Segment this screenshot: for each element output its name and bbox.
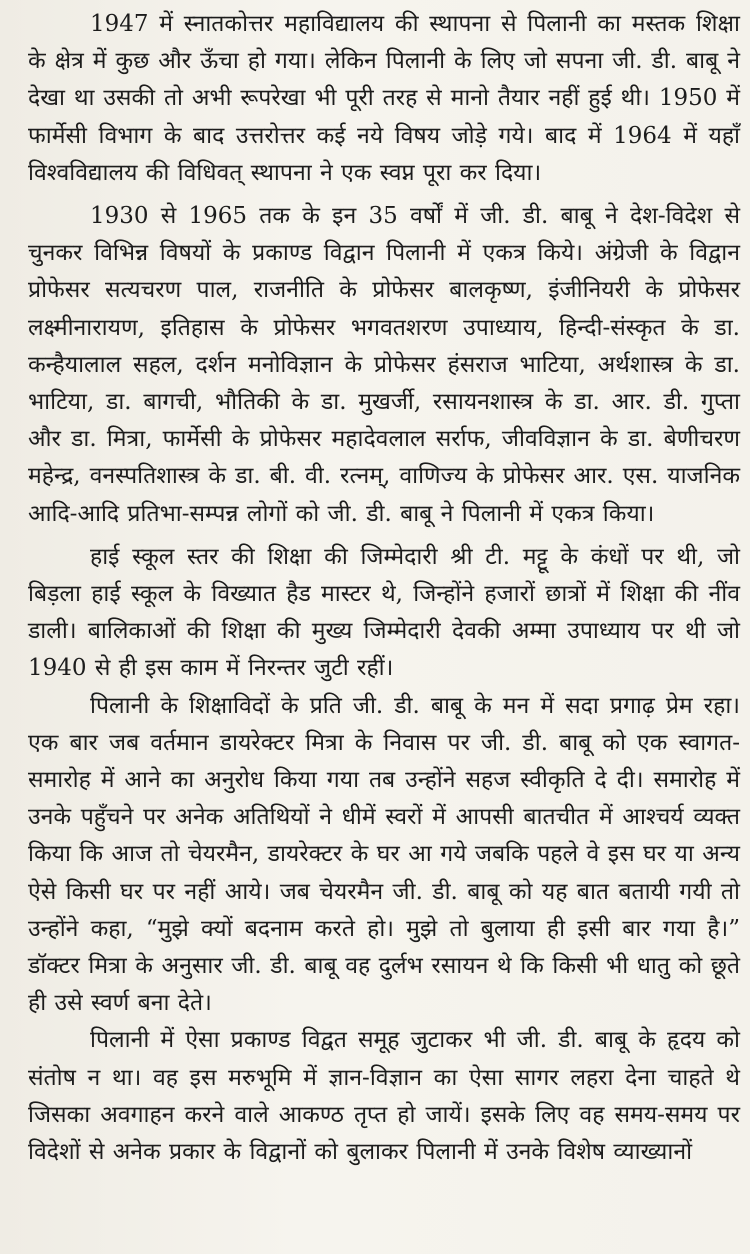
paragraph-university-founding: 1947 में स्नातकोत्तर महाविद्यालय की स्थापना से पिलानी का मस्तक शिक्षा के क्षेत्र में कुछ और ऊँचा हो गया। लेकिन पिलानी के लिए जो सपना जी. डी. बाबू ने देखा था उसकी तो अभी रूपरेखा भी पूरी तरह से मानो तैयार नहीं हुई थी। 1950 में फार्मेसी विभाग के बाद उत्तरोत्तर कई नये विषय जोड़े गये। बाद में 1964 में यहाँ विश्वविद्यालय की विधिवत् स्थापना ने एक स्वप्न पूरा कर दिया। (28, 11, 740, 186)
paragraph-scholar-lectures: पिलानी में ऐसा प्रकाण्ड विद्वत समूह जुटाकर भी जी. डी. बाबू के हृदय को संतोष न था। वह इस मरुभूमि में ज्ञान-विज्ञान का ऐसा सागर लहरा देना चाहते थे जिसका अवगाहन करने वाले आकण्ठ तृप्त हो जायें। इसके लिए वह समय-समय पर विदेशों से अनेक प्रकार के विद्वानों को बुलाकर पिलानी में उनके विशेष व्याख्यानों (28, 1027, 740, 1166)
paragraph-reception-anecdote: पिलानी के शिक्षाविदों के प्रति जी. डी. बाबू के मन में सदा प्रगाढ़ प्रेम रहा। एक बार जब वर्तमान डायरेक्टर मित्रा के निवास पर जी. डी. बाबू को एक स्वागत-समारोह में आने का अनुरोध किया गया तब उन्होंने सहज स्वीकृति दे दी। समारोह में उनके पहुँचने पर अनेक अतिथियों ने धीमें स्वरों में आपसी बातचीत में आश्चर्य व्यक्त किया कि आज तो चेयरमैन, डायरेक्टर के घर आ गये जबकि पहले वे इस घर या अन्य ऐसे किसी घर पर नहीं आये। जब चेयरमैन जी. डी. बाबू को यह बात बतायी गयी तो उन्होंने कहा, “मुझे क्यों बदनाम करते हो। मुझे तो बुलाया ही इसी बार गया है।” डॉक्टर मित्रा के अनुसार जी. डी. बाबू वह दुर्लभ रसायन थे कि किसी भी धातु को छूते ही उसे स्वर्ण बना देते। (28, 692, 740, 1017)
paragraph-scholars-gathered: 1930 से 1965 तक के इन 35 वर्षों में जी. डी. बाबू ने देश-विदेश से चुनकर विभिन्न विषयों के प्रकाण्ड विद्वान पिलानी में एकत्र किये। अंग्रेजी के विद्वान प्रोफेसर सत्यचरण पाल, राजनीति के प्रोफेसर बालकृष्ण, इंजीनियरी के प्रोफेसर लक्ष्मीनारायण, इतिहास के प्रोफेसर भगवतशरण उपाध्याय, हिन्दी-संस्कृत के डा. कन्हैयालाल सहल, दर्शन मनोविज्ञान के प्रोफेसर हंसराज भाटिया, अर्थशास्त्र के डा. भाटिया, डा. बागची, भौतिकी के डा. मुखर्जी, रसायनशास्त्र के डा. आर. डी. गुप्ता और डा. मित्रा, फार्मेसी के प्रोफेसर महादेवलाल सर्राफ, जीवविज्ञान के डा. बेणीचरण महेन्द्र, वनस्पतिशास्त्र के डा. बी. वी. रत्नम्, वाणिज्य के प्रोफेसर आर. एस. याजनिक आदि-आदि प्रतिभा-सम्पन्न लोगों को जी. डी. बाबू ने पिलानी में एकत्र किया। (28, 203, 740, 527)
paragraph-high-school: हाई स्कूल स्तर की शिक्षा की जिम्मेदारी श्री टी. मट्टू के कंधों पर थी, जो बिड़ला हाई स्कूल के विख्यात हैड मास्टर थे, जिन्होंने हजारों छात्रों में शिक्षा की नींव डाली। बालिकाओं की शिक्षा की मुख्य जिम्मेदारी देवकी अम्मा उपाध्याय पर थी जो 1940 से ही इस काम में निरन्तर जुटी रहीं। (28, 543, 740, 682)
